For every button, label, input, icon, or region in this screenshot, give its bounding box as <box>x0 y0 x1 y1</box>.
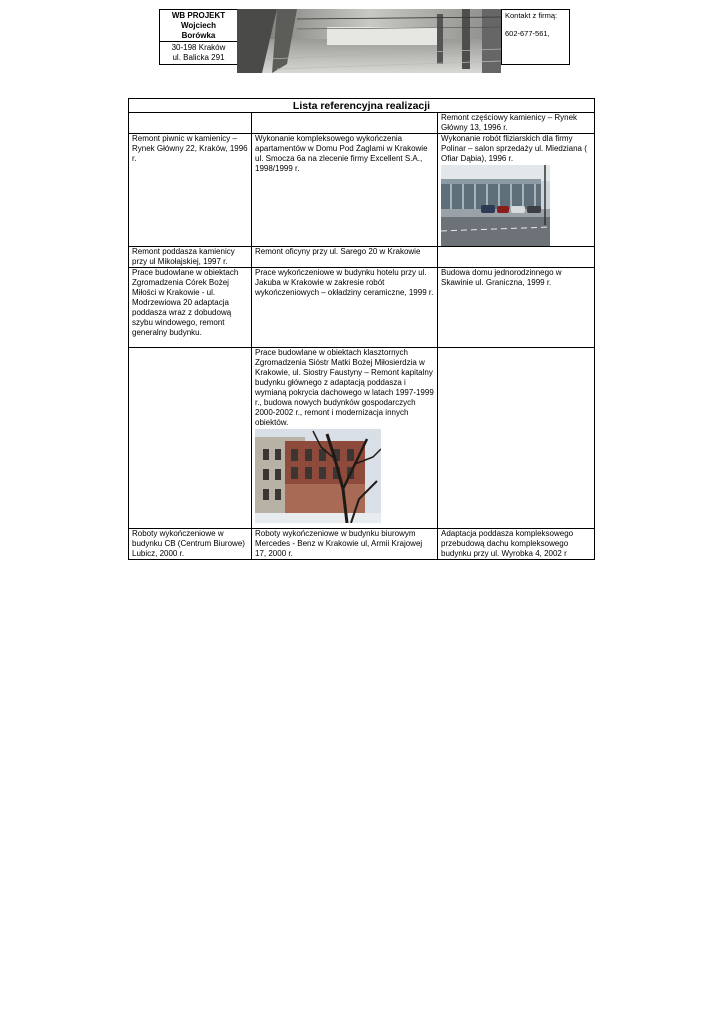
table-cell: Wykonanie kompleksowego wykończenia apartamentów w Domu Pod Żaglami w Krakowie ul. Smocza 6a na zlecenie firmy Excellent S.A., 1998/1999 r. <box>252 134 438 247</box>
reference-table <box>128 98 595 560</box>
contact-label: Kontakt z firmą: <box>505 11 558 20</box>
table-cell: Adaptacja poddasza kompleksowego przebudową dachu kompleksowego budynku przy ul. Wyrobka 4, 2002 r <box>438 529 595 560</box>
table-cell: Remont oficyny przy ul. Sarego 20 w Krakowie <box>252 247 438 268</box>
address-line2: ul. Balicka 291 <box>172 53 225 62</box>
table-cell: Prace wykończeniowe w budynku hotelu przy ul. Jakuba w Krakowie w zakresie robót wykończeniowych – okładziny ceramiczne, 1999 r. <box>252 268 438 348</box>
table-cell <box>252 113 438 134</box>
table-row <box>129 268 595 348</box>
company-name <box>160 10 237 42</box>
header-photo-interior <box>237 9 501 73</box>
table-row <box>129 134 595 247</box>
table-cell: Roboty wykończeniowe w budynku biurowym Mercedes - Benz w Krakowie ul, Armii Krajowej 17, 2000 r. <box>252 529 438 560</box>
table-cell <box>438 247 595 268</box>
company-name-line3: Borówka <box>181 31 216 40</box>
table-cell: Remont poddasza kamienicy przy ul Mikołajskiej, 1997 r. <box>129 247 252 268</box>
table-cell-with-photo <box>252 348 438 529</box>
table-row <box>129 348 595 529</box>
table-cell <box>129 113 252 134</box>
table-title: Lista referencyjna realizacji <box>129 99 595 113</box>
photo-showroom <box>441 165 550 246</box>
letterhead <box>159 9 570 65</box>
table-cell-text: Wykonanie robót fliziarskich dla firmy Polinar – salon sprzedaży ul. Miedziana ( Ofiar Dąbia), 1996 r. <box>441 134 587 163</box>
table-title-row <box>129 99 595 113</box>
table-row <box>129 113 595 134</box>
phone-number: 602-677-561, <box>505 29 550 38</box>
table-cell: Prace budowlane w obiektach Zgromadzenia Córek Bożej Miłości w Krakowie - ul. Modrzewiowa 20 adaptacja poddasza wraz z dobudową szybu windowego, remont generalny budynku. <box>129 268 252 348</box>
table-cell-text: Prace budowlane w obiektach klasztornych Zgromadzenia Sióstr Matki Bożej Miłosierdzia w Krakowie, ul. Siostry Faustyny – Remont kapitalny budynku głównego z adaptacją poddasza i wymianą pokrycia dachowego w latach 1997-1999 r., budowa nowych budynków gospodarczych 2000-2002 r., remont i modernizacja innych obiektów. <box>255 348 434 427</box>
company-block <box>160 10 237 64</box>
company-name-line1: WB PROJEKT <box>171 11 226 20</box>
address-line1: 30-198 Kraków <box>171 43 226 52</box>
table-cell <box>129 348 252 529</box>
contact-block <box>501 10 570 64</box>
table-cell: Budowa domu jednorodzinnego w Skawinie ul. Graniczna, 1999 r. <box>438 268 595 348</box>
company-name-line2: Wojciech <box>181 21 216 30</box>
table-row <box>129 529 595 560</box>
photo-monastery-building <box>255 429 381 523</box>
table-cell-with-photo <box>438 134 595 247</box>
company-address <box>160 42 237 64</box>
table-cell <box>438 348 595 529</box>
table-cell: Remont piwnic w kamienicy – Rynek Główny 22, Kraków, 1996 r. <box>129 134 252 247</box>
table-cell: Remont częściowy kamienicy – Rynek Główny 13, 1996 r. <box>438 113 595 134</box>
table-row <box>129 247 595 268</box>
table-cell: Roboty wykończeniowe w budynku CB (Centrum Biurowe) Lubicz, 2000 r. <box>129 529 252 560</box>
